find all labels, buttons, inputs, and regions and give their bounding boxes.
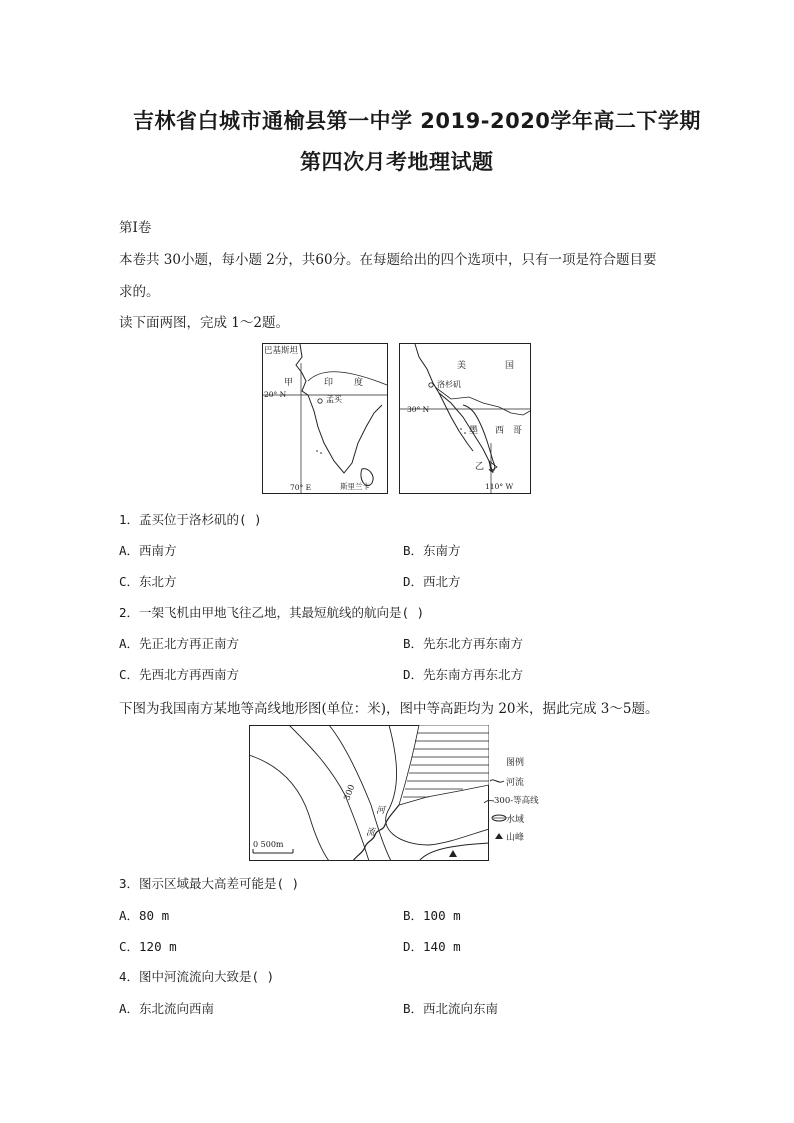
label-20n: 20° N <box>264 390 287 399</box>
section-instructions-1: 本卷共 30小题，每小题 2分，共60分。在每题给出的四个选项中，只有一项是符合题目要 <box>119 252 657 268</box>
label-india-1: 印 <box>324 378 334 388</box>
label-70e: 70° E <box>290 483 312 492</box>
legend-contour: 300-等高线 <box>494 796 539 806</box>
legend-river-icon <box>490 780 504 782</box>
label-river-1: 河 <box>376 806 386 816</box>
q1-stem: 1．孟买位于洛杉矶的( ) <box>119 512 262 527</box>
q1-option-d[interactable]: D．西北方 <box>403 574 461 589</box>
q2-option-a[interactable]: A．先正北方再正南方 <box>119 636 240 651</box>
lead-q3-5: 下图为我国南方某地等高线地形图(单位：米)，图中等高距均为 20米，据此完成 3～5题。 <box>119 701 659 717</box>
label-yi: 乙 <box>475 462 485 472</box>
q2-stem: 2．一架飞机由甲地飞往乙地，其最短航线的航向是( ) <box>119 605 425 620</box>
q2-option-c[interactable]: C．先西北方再西南方 <box>119 667 240 682</box>
contour-map <box>249 725 489 861</box>
legend-title: 图例 <box>506 758 525 768</box>
label-usa-1: 美 <box>457 361 467 371</box>
q2-option-b[interactable]: B．先东北方再东南方 <box>403 636 524 651</box>
q2-option-d[interactable]: D．先东南方再东北方 <box>403 667 524 682</box>
q4-option-b[interactable]: B．西北流向东南 <box>403 1001 499 1016</box>
q1-option-c[interactable]: C．东北方 <box>119 574 177 589</box>
q3-option-a[interactable]: A．80 m <box>119 908 170 923</box>
section-instructions-2: 求的。 <box>119 284 160 300</box>
legend-peak-icon <box>495 833 503 839</box>
label-mexico-3: 哥 <box>513 426 523 436</box>
label-jia: 甲 <box>284 378 294 388</box>
label-mumbai: 孟买 <box>326 395 342 404</box>
q3-option-d[interactable]: D．140 m <box>403 939 461 954</box>
label-usa-2: 国 <box>505 361 515 371</box>
label-srilanka: 斯里兰卡 <box>340 482 370 491</box>
label-110w: 110° W <box>485 482 514 491</box>
q3-option-b[interactable]: B．100 m <box>403 908 461 923</box>
usa-mexico-map <box>399 343 531 494</box>
legend-river: 河流 <box>506 778 525 788</box>
page-title-line1: 吉林省白城市通榆县第一中学 2019-2020学年高二下学期 <box>133 109 701 133</box>
legend-water: 水域 <box>506 815 525 825</box>
page-title-line2: 第四次月考地理试题 <box>300 150 494 174</box>
q3-option-c[interactable]: C．120 m <box>119 939 177 954</box>
q3-stem: 3．图示区域最大高差可能是( ) <box>119 876 300 891</box>
label-india-2: 度 <box>354 378 364 388</box>
contour-legend <box>484 755 554 845</box>
label-mexico-2: 西 <box>495 426 505 436</box>
q4-option-a[interactable]: A．东北流向西南 <box>119 1001 215 1016</box>
legend-peak: 山峰 <box>506 833 525 843</box>
q4-stem: 4．图中河流流向大致是( ) <box>119 969 275 984</box>
label-la: 洛杉矶 <box>437 380 461 389</box>
label-30n: 30° N <box>407 405 430 414</box>
label-pakistan: 巴基斯坦 <box>264 346 299 356</box>
q1-option-a[interactable]: A．西南方 <box>119 543 177 558</box>
legend-contour-icon <box>484 801 494 804</box>
lead-q1-2: 读下面两图，完成 1～2题。 <box>119 315 289 331</box>
scale-bar-label: 0 500m <box>253 840 284 849</box>
contour-label-300: 300 <box>342 783 358 803</box>
india-map <box>262 343 388 494</box>
section-label: 第Ⅰ卷 <box>119 220 152 236</box>
label-river-2: 流 <box>366 828 376 838</box>
label-mexico-1: 墨 <box>469 426 479 436</box>
q1-option-b[interactable]: B．东南方 <box>403 543 461 558</box>
